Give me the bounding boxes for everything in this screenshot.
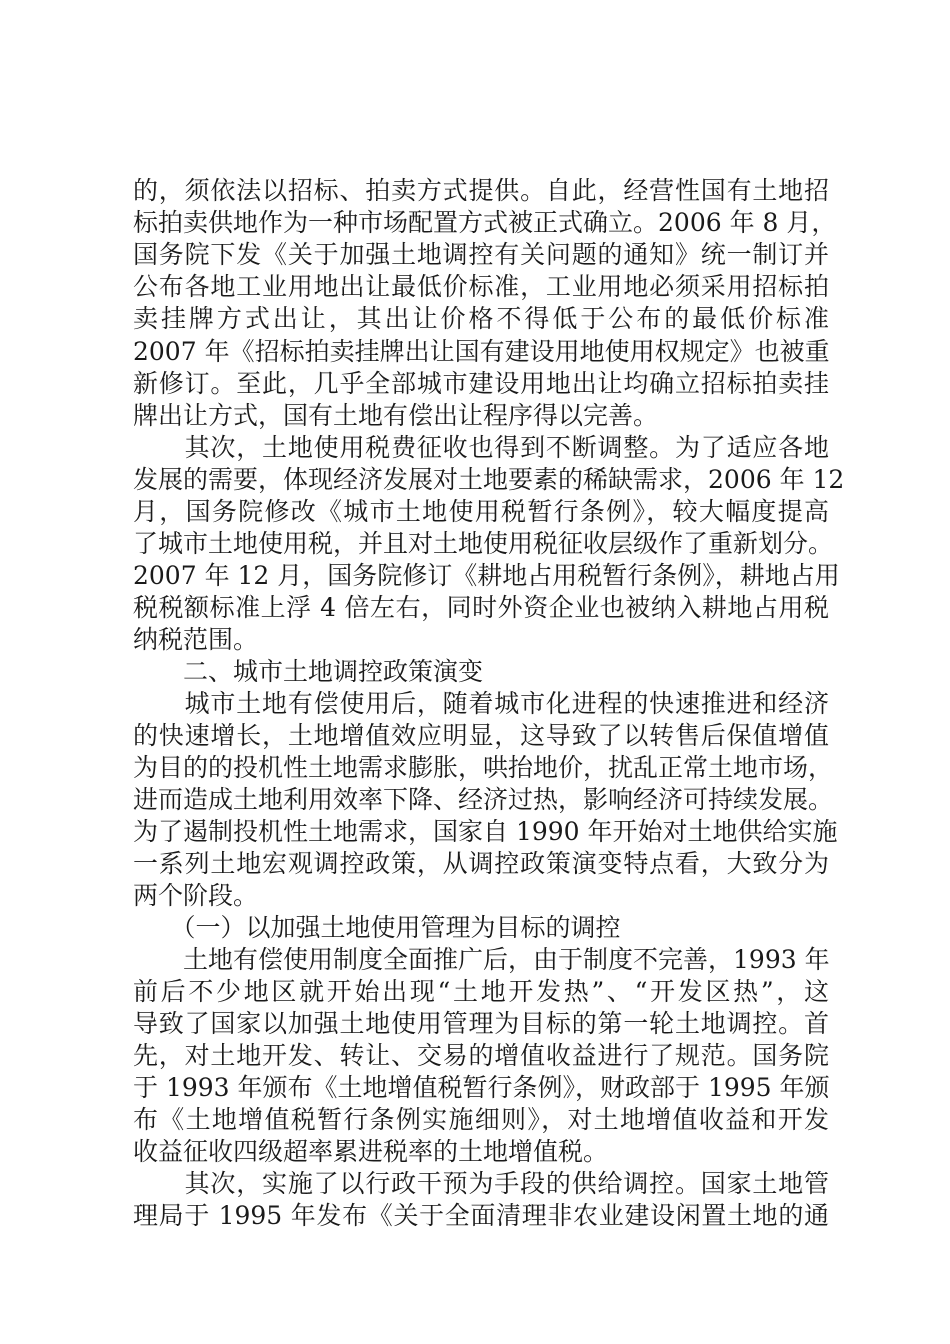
text-line: 2007 年 12 月，国务院修订《耕地占用税暂行条例》，耕地占用 [133,561,840,590]
text-line: 于 1993 年颁布《土地增值税暂行条例》，财政部于 1995 年颁 [133,1073,830,1102]
text-line: 的，须依法以招标、拍卖方式提供。自此，经营性国有土地招 [133,176,829,205]
text-line: 月，国务院修改《城市土地使用税暂行条例》，较大幅度提高 [133,497,829,526]
text-line: 纳税范围。 [133,625,259,654]
text-line: 为了遏制投机性土地需求，国家自 1990 年开始对土地供给实施 [133,817,838,846]
text-line: 发展的需要，体现经济发展对土地要素的稀缺需求，2006 年 12 [133,465,845,494]
text-line: 两个阶段。 [133,881,259,910]
text-line: 进而造成土地利用效率下降、经济过热，影响经济可持续发展。 [133,785,834,814]
subsection-heading: （一）以加强土地使用管理为目标的调控 [133,913,621,942]
text-line: 牌出让方式，国有土地有偿出让程序得以完善。 [133,401,659,430]
text-line: 公布各地工业用地出让最低价标准，工业用地必须采用招标拍 [133,272,829,301]
text-line: 为目的的投机性土地需求膨胀，哄抬地价，扰乱正常土地市场， [133,753,834,782]
section-heading: 二、城市土地调控政策演变 [133,657,484,686]
text-line: 其次，土地使用税费征收也得到不断调整。为了适应各地 [133,433,829,462]
text-line: 布《土地增值税暂行条例实施细则》，对土地增值收益和开发 [133,1105,829,1134]
text-line: 税税额标准上浮 4 倍左右，同时外资企业也被纳入耕地占用税 [133,593,829,622]
text-line: 土地有偿使用制度全面推广后，由于制度不完善，1993 年 [133,945,830,974]
text-line: 前后不少地区就开始出现“土地开发热”、“开发区热”，这 [133,977,829,1006]
text-line: 收益征收四级超率累进税率的土地增值税。 [133,1137,609,1166]
text-line: 理局于 1995 年发布《关于全面清理非农业建设闲置土地的通 [133,1201,829,1230]
text-line: 导致了国家以加强土地使用管理为目标的第一轮土地调控。首 [133,1009,829,1038]
text-line: 了城市土地使用税，并且对土地使用税征收层级作了重新划分。 [133,529,834,558]
text-line: 其次，实施了以行政干预为手段的供给调控。国家土地管 [133,1169,829,1198]
text-line: 新修订。至此，几乎全部城市建设用地出让均确立招标拍卖挂 [133,369,829,398]
text-line: 国务院下发《关于加强土地调控有关问题的通知》统一制订并 [133,240,829,269]
text-line: 卖挂牌方式出让，其出让价格不得低于公布的最低价标准 [133,304,829,333]
text-line: 2007 年《招标拍卖挂牌出让国有建设用地使用权规定》也被重 [133,337,830,366]
text-line: 一系列土地宏观调控政策，从调控政策演变特点看，大致分为 [133,849,829,878]
text-line: 先，对土地开发、转让、交易的增值收益进行了规范。国务院 [133,1041,829,1070]
text-line: 的快速增长，土地增值效应明显，这导致了以转售后保值增值 [133,721,829,750]
text-line: 标拍卖供地作为一种市场配置方式被正式确立。2006 年 8 月， [133,208,837,237]
text-line: 城市土地有偿使用后，随着城市化进程的快速推进和经济 [133,689,829,718]
